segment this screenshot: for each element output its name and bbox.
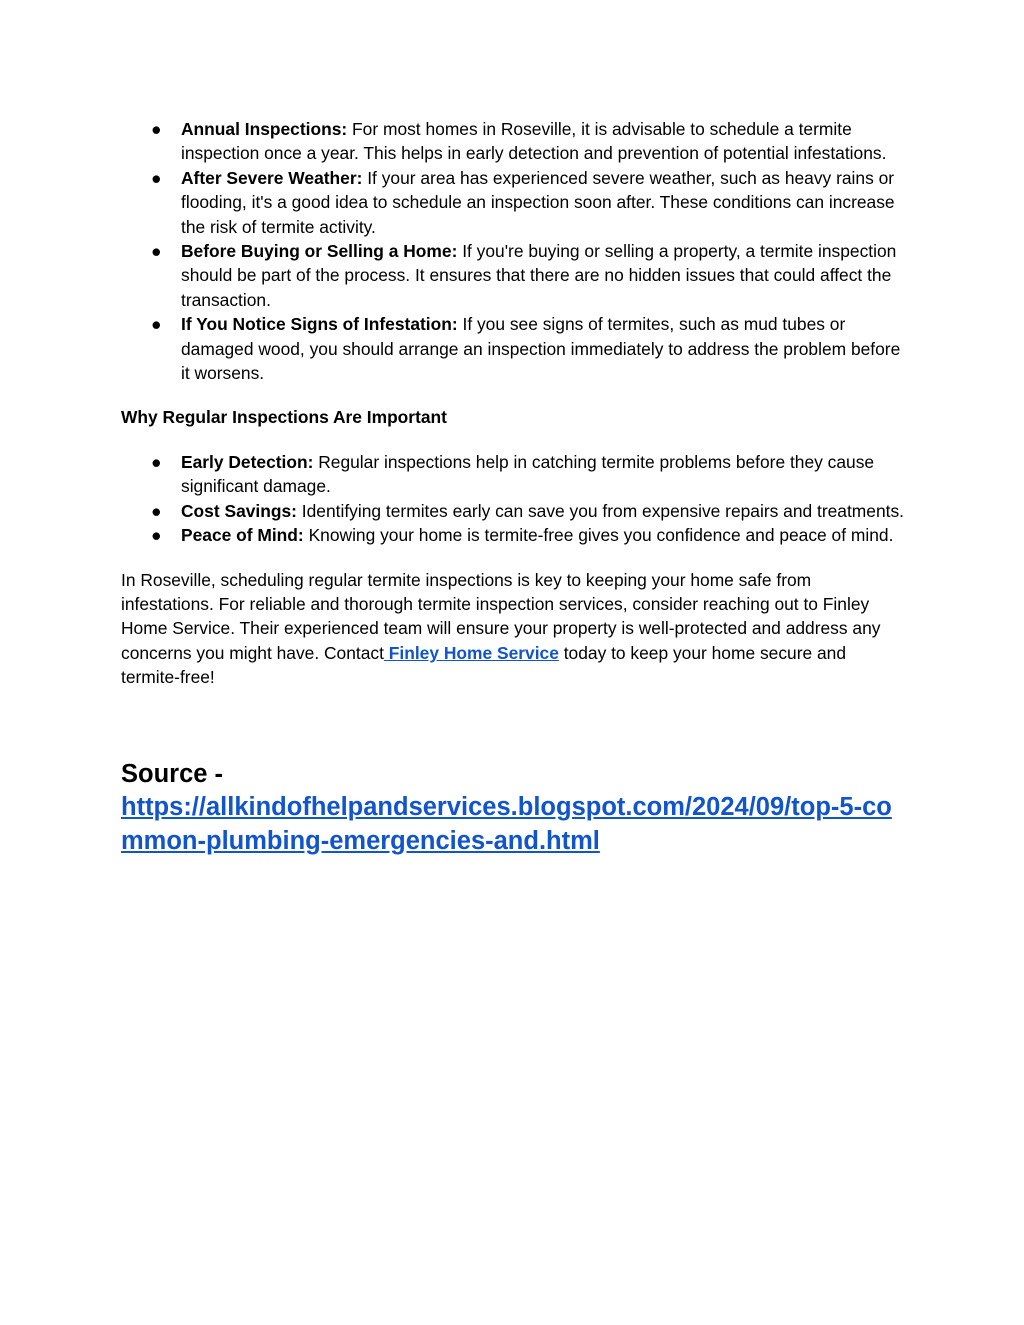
list-item [121, 239, 906, 312]
bullet-icon: ● [151, 167, 162, 188]
item-text: If you see signs of termites, such as mud tubes or damaged wood, you should arrange an inspection immediately to address the problem before it worsens. [181, 314, 901, 384]
item-title: Cost Savings: [181, 500, 297, 521]
bullet-icon: ● [151, 314, 162, 335]
item-title: Before Buying or Selling a Home: [181, 241, 458, 262]
item-text: Knowing your home is termite-free gives you confidence and peace of mind. [303, 525, 894, 546]
item-text: If you're buying or selling a property, a termite inspection should be part of the process. It ensures that there are no hidden issues that could affect the transaction. [181, 241, 897, 310]
section-heading: Why Regular Inspections Are Important [121, 407, 447, 428]
item-title: If You Notice Signs of Infestation: [181, 314, 458, 335]
item-title: Early Detection: [181, 451, 314, 472]
list-item [121, 499, 906, 523]
source-link[interactable]: https://allkindofhelpandservices.blogspot.com/2024/09/top-5-common-plumbing-emergencies-and.html [121, 793, 892, 855]
source-label: Source - [121, 759, 224, 788]
item-text: Regular inspections help in catching termite problems before they cause significant damage. [181, 451, 875, 497]
closing-text-after: today to keep your home secure and termite-free! [121, 642, 847, 688]
inspection-timing-list [121, 117, 906, 385]
item-text: Identifying termites early can save you from expensive repairs and treatments. [296, 500, 904, 521]
closing-paragraph [121, 568, 906, 690]
item-title: Annual Inspections: [181, 119, 348, 139]
item-title: After Severe Weather: [181, 167, 363, 188]
item-text: For most homes in Roseville, it is advisable to schedule a termite inspection once a year. This helps in early detection and prevention of potential infestations. [181, 119, 887, 164]
list-item [121, 117, 906, 166]
bullet-icon: ● [151, 525, 162, 546]
list-item [121, 523, 906, 547]
list-item [121, 450, 906, 499]
list-item [121, 312, 906, 385]
source-block [121, 758, 906, 859]
document-content [121, 117, 906, 858]
importance-list [121, 450, 906, 548]
item-title: Peace of Mind: [181, 525, 304, 546]
bullet-icon: ● [151, 119, 162, 139]
closing-text-before: In Roseville, scheduling regular termite inspections is key to keeping your home safe from infestations. For reliable and thorough termite inspection services, consider reaching out to Finley Home Service. Their experienced team will ensure your property is well-protected and address any concerns you might have. Contact [121, 569, 881, 663]
bullet-icon: ● [151, 500, 162, 521]
bullet-icon: ● [151, 451, 162, 472]
list-item [121, 166, 906, 239]
item-text: If your area has experienced severe weather, such as heavy rains or flooding, it's a good idea to schedule an inspection soon after. These conditions can increase the risk of termite activity. [181, 167, 895, 237]
bullet-icon: ● [151, 241, 162, 262]
finley-home-service-link[interactable]: Finley Home Service [383, 642, 559, 663]
